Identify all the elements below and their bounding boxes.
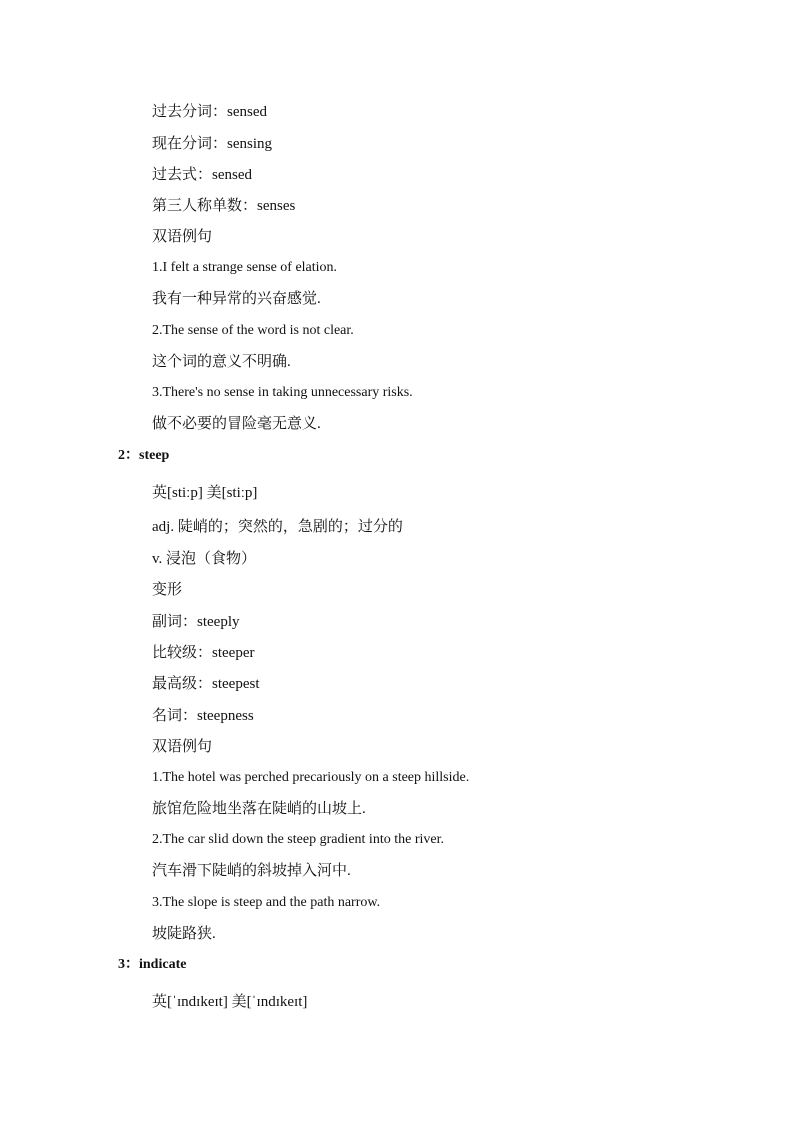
sense-example-2-en: 2.The sense of the word is not clear. <box>152 323 354 338</box>
steep-superlative: 最高级：steepest <box>152 676 260 692</box>
steep-example-3-en: 3.The slope is steep and the path narrow. <box>152 895 381 910</box>
steep-example-1-cn: 旅馆危险地坐落在陡峭的山坡上. <box>152 801 366 817</box>
sense-example-3-en: 3.There's no sense in taking unnecessary risks. <box>152 385 413 400</box>
steep-adj-definition: adj. 陡峭的；突然的，急剧的；过分的 <box>152 519 403 535</box>
past-tense-sense: 过去式：sensed <box>152 167 252 183</box>
steep-example-3-cn: 坡陡路狭. <box>152 926 216 942</box>
indicate-phonetic: 英[ˈɪndɪkeɪt] 美[ˈɪndɪkeɪt] <box>152 994 308 1010</box>
sense-example-3-cn: 做不必要的冒险毫无意义. <box>152 416 321 432</box>
steep-examples-label: 双语例句 <box>152 739 213 755</box>
present-participle-sense: 现在分词：sensing <box>152 136 273 152</box>
third-person-sense: 第三人称单数：senses <box>152 198 296 214</box>
steep-verb-definition: v. 浸泡（食物） <box>152 551 257 567</box>
bilingual-examples-label: 双语例句 <box>152 229 213 245</box>
steep-noun: 名词：steepness <box>152 708 254 724</box>
steep-phonetic: 英[stiːp] 美[stiːp] <box>152 485 258 501</box>
sense-example-1-cn: 我有一种异常的兴奋感觉. <box>152 291 321 307</box>
steep-forms-label: 变形 <box>152 582 183 598</box>
sense-example-2-cn: 这个词的意义不明确. <box>152 354 291 370</box>
steep-example-1-en: 1.The hotel was perched precariously on a steep hillside. <box>152 770 470 785</box>
past-participle-sense: 过去分词：sensed <box>152 104 267 120</box>
word-heading-indicate: 3：indicate <box>118 957 187 972</box>
steep-example-2-cn: 汽车滑下陡峭的斜坡掉入河中. <box>152 863 351 879</box>
word-heading-steep: 2：steep <box>118 448 170 463</box>
steep-comparative: 比较级：steeper <box>152 645 255 661</box>
steep-adverb: 副词：steeply <box>152 614 240 630</box>
steep-example-2-en: 2.The car slid down the steep gradient into the river. <box>152 832 444 847</box>
sense-example-1-en: 1.I felt a strange sense of elation. <box>152 260 338 275</box>
